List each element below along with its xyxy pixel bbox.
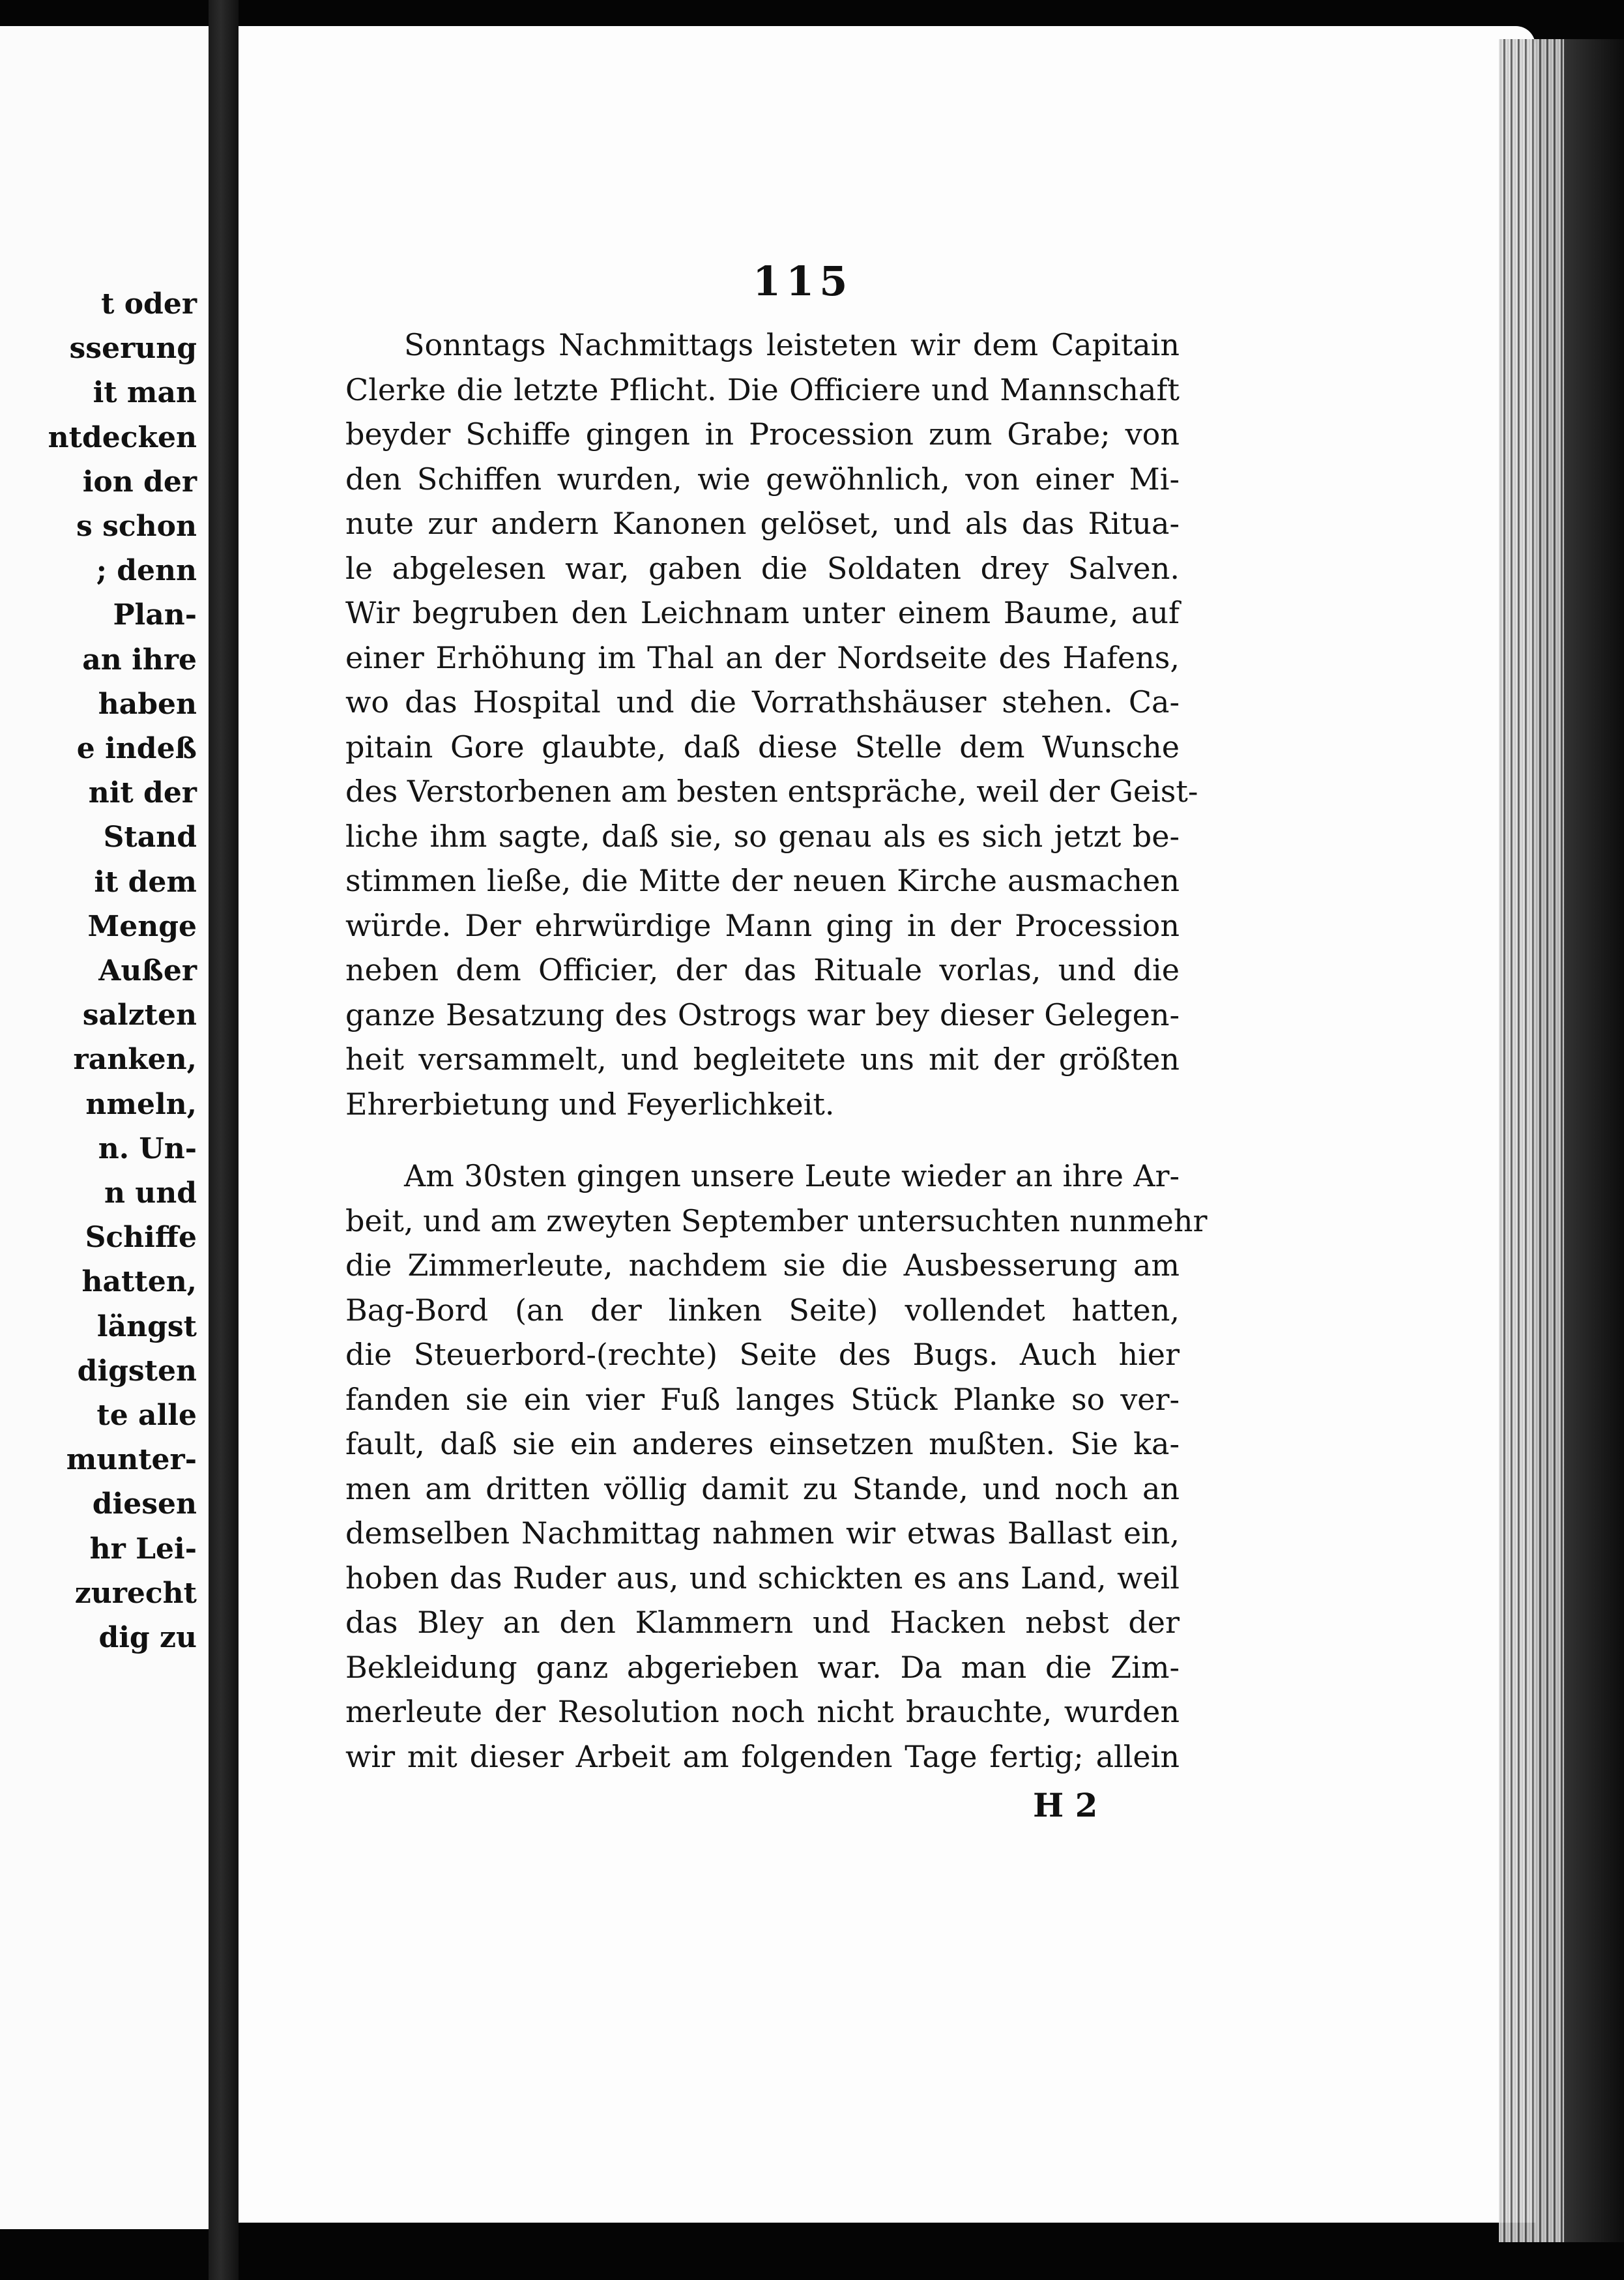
text-line: den Schiffen wurden, wie gewöhnlich, von einer Mi- — [345, 461, 1180, 497]
text-line: beyder Schiffe gingen in Procession zum Grabe; von — [345, 417, 1180, 452]
text-line: das Bley an den Klammern und Hacken nebst der — [345, 1605, 1180, 1640]
left-page-fragment: it dem — [94, 865, 197, 899]
text-line: beit, und am zweyten September untersuchten nunmehr — [345, 1203, 1208, 1238]
left-page-fragment: digsten — [77, 1354, 197, 1388]
text-line: die Steuerbord-(rechte) Seite des Bugs. Auch hier — [345, 1337, 1180, 1372]
text-line: fault, daß sie ein anderes einsetzen mußten. Sie ka- — [345, 1426, 1180, 1461]
book-gutter — [209, 0, 239, 2280]
page-edges-shadow — [1564, 39, 1624, 2242]
text-line: Sonntags Nachmittags leisteten wir dem Capitain — [404, 327, 1180, 362]
text-line: Bekleidung ganz abgerieben war. Da man die Zim- — [345, 1649, 1180, 1685]
left-page-fragment: te alle — [96, 1399, 197, 1432]
left-page-fragment: nmeln, — [85, 1087, 197, 1121]
text-line: neben dem Officier, der das Rituale vorlas, und die — [345, 952, 1180, 987]
text-line: hoben das Ruder aus, und schickten es ans Land, weil — [345, 1560, 1180, 1596]
left-page-fragment: hr Lei- — [89, 1532, 197, 1566]
text-line: Wir begruben den Leichnam unter einem Baume, auf — [345, 595, 1180, 630]
text-line: Clerke die letzte Pflicht. Die Officiere und Mannschaft — [345, 372, 1180, 407]
left-page-fragment: munter- — [66, 1443, 197, 1477]
left-page-fragment: ion der — [82, 465, 197, 499]
text-line: einer Erhöhung im Thal an der Nordseite des Hafens, — [345, 639, 1180, 675]
left-page-fragment: n. Un- — [98, 1132, 197, 1165]
left-page-fragment: zurecht — [74, 1576, 197, 1610]
left-page-fragment: ; denn — [96, 554, 197, 588]
text-line: wo das Hospital und die Vorrathshäuser stehen. Ca- — [345, 684, 1180, 720]
left-facing-page — [0, 26, 209, 2229]
page-number: 115 — [753, 257, 853, 305]
left-page-fragment: n und — [104, 1177, 197, 1210]
signature-mark: H 2 — [1033, 1786, 1098, 1824]
left-page-fragment: Menge — [87, 909, 197, 943]
left-page-fragment: ntdecken — [48, 420, 197, 454]
left-page-fragment: hatten, — [81, 1265, 197, 1299]
text-line: nute zur andern Kanonen gelöset, und als das Ritua- — [345, 506, 1180, 541]
body-text — [345, 323, 1208, 1779]
left-page-fragment: haben — [98, 687, 197, 721]
left-page-fragment: dig zu — [98, 1621, 197, 1654]
left-page-fragment: an ihre — [82, 643, 197, 677]
paragraph — [345, 323, 1198, 1126]
left-page-fragment: s schon — [76, 510, 197, 543]
text-line: des Verstorbenen am besten entspräche, weil der Geist- — [345, 774, 1198, 809]
text-line: fanden sie ein vier Fuß langes Stück Planke so ver- — [345, 1381, 1180, 1417]
text-line: le abgelesen war, gaben die Soldaten drey Salven. — [345, 550, 1180, 586]
text-line: heit versammelt, und begleitete uns mit der größten — [345, 1042, 1180, 1077]
text-line: Am 30sten gingen unsere Leute wieder an ihre Ar- — [404, 1158, 1180, 1193]
left-page-fragment: e indeß — [76, 732, 197, 765]
paragraph-gap — [345, 1126, 1180, 1154]
left-page-fragment: it man — [93, 376, 197, 410]
text-line: würde. Der ehrwürdige Mann ging in der Procession — [345, 907, 1180, 943]
text-line: wir mit dieser Arbeit am folgenden Tage fertig; allein — [345, 1738, 1180, 1774]
left-page-fragment: nit der — [88, 776, 197, 810]
text-line: stimmen ließe, die Mitte der neuen Kirche ausmachen — [345, 863, 1180, 898]
text-line: demselben Nachmittag nahmen wir etwas Ballast ein, — [345, 1515, 1180, 1551]
left-page-fragment: t oder — [101, 287, 197, 321]
left-page-fragment: sserung — [69, 332, 197, 366]
paragraph — [345, 1154, 1208, 1779]
text-line: men am dritten völlig damit zu Stande, und noch an — [345, 1470, 1180, 1506]
left-page-fragment: Außer — [98, 954, 197, 987]
text-line: die Zimmerleute, nachdem sie die Ausbesserung am — [345, 1248, 1180, 1283]
left-page-fragment: ranken, — [73, 1043, 197, 1077]
left-page-fragment: Schiffe — [85, 1221, 197, 1255]
left-page-fragment: salzten — [82, 999, 197, 1032]
text-line: ganze Besatzung des Ostrogs war bey dieser Gelegen- — [345, 997, 1180, 1032]
left-page-fragment: Stand — [103, 821, 197, 855]
text-line: liche ihm sagte, daß sie, so genau als es sich jetzt be- — [345, 818, 1180, 854]
left-page-fragment: längst — [96, 1309, 197, 1343]
text-line: Ehrerbietung und Feyerlichkeit. — [345, 1086, 835, 1122]
text-line: Bag-Bord (an der linken Seite) vollendet hatten, — [345, 1292, 1180, 1328]
left-page-fragment: Plan- — [113, 598, 197, 632]
text-line: pitain Gore glaubte, daß diese Stelle dem Wunsche — [345, 729, 1180, 765]
left-page-fragment: diesen — [92, 1487, 197, 1521]
text-line: merleute der Resolution noch nicht brauchte, wurden — [345, 1694, 1180, 1729]
